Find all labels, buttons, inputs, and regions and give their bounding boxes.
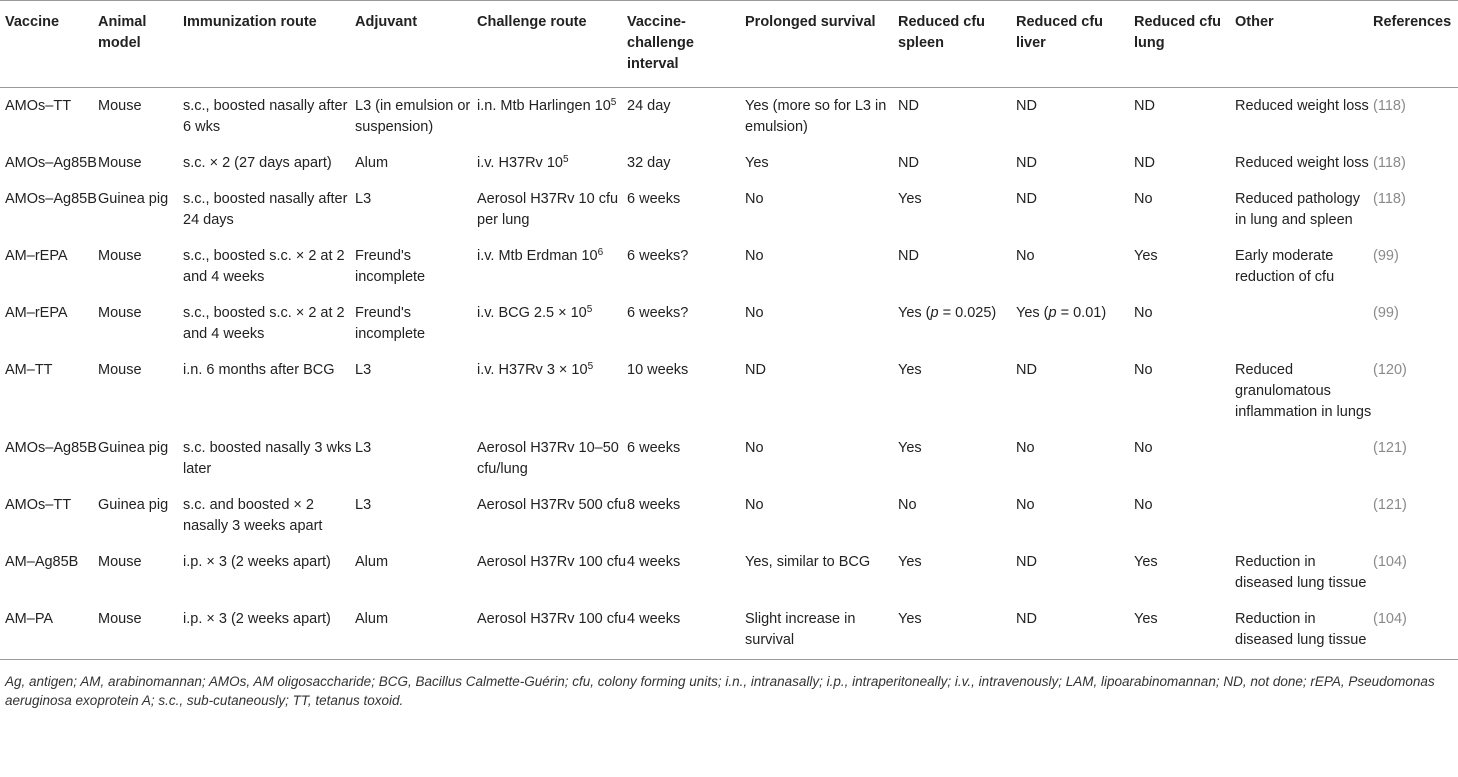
header-prolonged-survival: Prolonged survival bbox=[745, 1, 898, 88]
cell-liver: ND bbox=[1016, 98, 1037, 114]
cell-survival: No bbox=[745, 440, 764, 456]
reference-link[interactable]: (118) bbox=[1373, 98, 1406, 114]
header-reduced-cfu-lung: Reduced cfu lung bbox=[1134, 1, 1235, 88]
header-immunization-route: Immunization route bbox=[183, 1, 355, 88]
cell-interval: 6 weeks bbox=[627, 440, 681, 456]
cell-other: Reduced granulomatous inflammation in lungs bbox=[1235, 362, 1372, 420]
cell-lung: No bbox=[1134, 497, 1153, 513]
cell-adjuvant: L3 bbox=[355, 497, 372, 513]
challenge-exponent: 5 bbox=[610, 97, 617, 108]
table-row bbox=[0, 430, 1458, 487]
cell-interval: 4 weeks bbox=[627, 601, 745, 660]
cell-challenge: Aerosol H37Rv 100 cfu bbox=[477, 601, 627, 660]
challenge-exponent: 5 bbox=[587, 361, 594, 372]
cell-animal: Guinea pig bbox=[98, 497, 169, 513]
cell-spleen: Yes bbox=[898, 191, 922, 207]
cell-interval: 24 day bbox=[627, 98, 671, 114]
cell-adjuvant: Alum bbox=[355, 601, 477, 660]
reference-link[interactable]: (121) bbox=[1373, 440, 1407, 456]
cell-other: Reduction in diseased lung tissue bbox=[1235, 554, 1367, 591]
cell-other: Reduced pathology in lung and spleen bbox=[1235, 191, 1360, 228]
cell-survival: Yes, similar to BCG bbox=[745, 554, 871, 570]
cell-immunization: s.c., boosted nasally after 6 wks bbox=[183, 98, 348, 135]
cell-lung: ND bbox=[1134, 155, 1155, 171]
cell-challenge: Aerosol H37Rv 100 cfu bbox=[477, 554, 627, 570]
cell-vaccine: AM–rEPA bbox=[5, 305, 68, 321]
cell-other bbox=[1235, 295, 1373, 352]
header-vaccine: Vaccine bbox=[0, 1, 98, 88]
cell-survival: Slight increase in survival bbox=[745, 601, 898, 660]
cell-animal: Mouse bbox=[98, 601, 183, 660]
cell-lung: No bbox=[1134, 305, 1153, 321]
cell-animal: Mouse bbox=[98, 554, 142, 570]
cell-survival: No bbox=[745, 305, 764, 321]
spleen-p-value: = 0.025) bbox=[938, 305, 997, 321]
cell-vaccine: AM–TT bbox=[5, 362, 53, 378]
cell-adjuvant: L3 bbox=[355, 191, 372, 207]
reference-link[interactable]: (104) bbox=[1373, 601, 1458, 660]
cell-liver: No bbox=[1016, 248, 1035, 264]
liver-p-symbol: p bbox=[1048, 305, 1057, 321]
cell-animal: Mouse bbox=[98, 362, 142, 378]
cell-spleen: ND bbox=[898, 155, 919, 171]
cell-interval: 6 weeks? bbox=[627, 248, 689, 264]
cell-challenge: Aerosol H37Rv 10–50 cfu/lung bbox=[477, 440, 619, 477]
cell-other: Reduction in diseased lung tissue bbox=[1235, 601, 1373, 660]
table-row bbox=[0, 295, 1458, 352]
table-footnote: Ag, antigen; AM, arabinomannan; AMOs, AM oligosaccharide; BCG, Bacillus Calmette-Guérin; cfu, colony forming units; i.n., intranasally; i.p., intraperitoneally; i.v., intravenously; LAM, lipoarabinomannan; ND, not done; rEPA, Pseudomonas aeruginosa exoprotein A; s.c., sub-cutaneously; TT, tetanus toxoid. bbox=[5, 674, 1435, 708]
reference-link[interactable]: (120) bbox=[1373, 362, 1407, 378]
cell-challenge bbox=[477, 238, 627, 295]
cell-other bbox=[1235, 430, 1373, 487]
cell-spleen: Yes bbox=[898, 554, 922, 570]
table-row bbox=[0, 238, 1458, 295]
cell-other: Reduced weight loss bbox=[1235, 98, 1369, 114]
header-reduced-cfu-spleen: Reduced cfu spleen bbox=[898, 1, 1016, 88]
cell-adjuvant: L3 bbox=[355, 362, 372, 378]
cell-spleen: No bbox=[898, 497, 917, 513]
cell-immunization: s.c. boosted nasally 3 wks later bbox=[183, 440, 352, 477]
header-references: References bbox=[1373, 1, 1458, 88]
cell-lung: No bbox=[1134, 362, 1153, 378]
cell-challenge bbox=[477, 88, 627, 146]
cell-immunization: s.c., boosted s.c. × 2 at 2 and 4 weeks bbox=[183, 305, 345, 342]
table-row bbox=[0, 487, 1458, 544]
cell-lung: No bbox=[1134, 440, 1153, 456]
table-row bbox=[0, 544, 1458, 601]
cell-adjuvant: Freund's incomplete bbox=[355, 248, 426, 285]
cell-adjuvant: L3 (in emulsion or suspension) bbox=[355, 98, 471, 135]
cell-animal: Mouse bbox=[98, 248, 142, 264]
header-reduced-cfu-liver: Reduced cfu liver bbox=[1016, 1, 1134, 88]
cell-spleen bbox=[898, 295, 1016, 352]
cell-liver bbox=[1016, 295, 1134, 352]
cell-challenge: Aerosol H37Rv 500 cfu bbox=[477, 497, 627, 513]
cell-animal: Guinea pig bbox=[98, 440, 169, 456]
cell-spleen: ND bbox=[898, 98, 919, 114]
cell-immunization: s.c., boosted s.c. × 2 at 2 and 4 weeks bbox=[183, 248, 345, 285]
table-row bbox=[0, 181, 1458, 238]
cell-liver: ND bbox=[1016, 362, 1037, 378]
table-row bbox=[0, 352, 1458, 430]
cell-liver: ND bbox=[1016, 155, 1037, 171]
spleen-prefix: Yes ( bbox=[898, 305, 931, 321]
cell-spleen: ND bbox=[898, 248, 919, 264]
cell-challenge bbox=[477, 145, 627, 181]
header-other: Other bbox=[1235, 1, 1373, 88]
challenge-exponent: 5 bbox=[562, 154, 569, 165]
table-row bbox=[0, 601, 1458, 660]
reference-link[interactable]: (99) bbox=[1373, 248, 1399, 264]
reference-link[interactable]: (99) bbox=[1373, 305, 1399, 321]
cell-survival: Yes bbox=[745, 155, 769, 171]
header-adjuvant: Adjuvant bbox=[355, 1, 477, 88]
reference-link[interactable]: (104) bbox=[1373, 554, 1407, 570]
cell-adjuvant: L3 bbox=[355, 440, 372, 456]
challenge-text: i.v. Mtb Erdman 10 bbox=[477, 248, 598, 264]
cell-immunization: s.c. and boosted × 2 nasally 3 weeks apart bbox=[183, 497, 323, 534]
header-vaccine-challenge-interval: Vaccine-challenge interval bbox=[627, 1, 745, 88]
challenge-text: i.n. Mtb Harlingen 10 bbox=[477, 98, 611, 114]
spleen-p-symbol: p bbox=[930, 305, 939, 321]
cell-immunization: i.p. × 3 (2 weeks apart) bbox=[183, 601, 355, 660]
challenge-text: i.v. BCG 2.5 × 10 bbox=[477, 305, 587, 321]
cell-vaccine: AMOs–Ag85B bbox=[5, 440, 97, 456]
cell-spleen: Yes bbox=[898, 601, 1016, 660]
cell-animal: Mouse bbox=[98, 155, 142, 171]
cell-liver: ND bbox=[1016, 554, 1037, 570]
challenge-exponent: 6 bbox=[597, 247, 604, 258]
cell-immunization: s.c. × 2 (27 days apart) bbox=[183, 155, 332, 171]
cell-other: Reduced weight loss bbox=[1235, 155, 1369, 171]
cell-vaccine: AMOs–Ag85B bbox=[5, 191, 97, 207]
cell-lung: ND bbox=[1134, 98, 1155, 114]
header-challenge-route: Challenge route bbox=[477, 1, 627, 88]
cell-interval: 32 day bbox=[627, 155, 671, 171]
cell-vaccine: AM–Ag85B bbox=[5, 554, 79, 570]
cell-liver: ND bbox=[1016, 191, 1037, 207]
table-row bbox=[0, 88, 1458, 146]
cell-vaccine: AMOs–Ag85B bbox=[5, 155, 97, 171]
cell-challenge: Aerosol H37Rv 10 cfu per lung bbox=[477, 191, 619, 228]
cell-adjuvant: Freund's incomplete bbox=[355, 305, 426, 342]
cell-immunization: i.n. 6 months after BCG bbox=[183, 362, 335, 378]
liver-prefix: Yes ( bbox=[1016, 305, 1049, 321]
challenge-text: i.v. H37Rv 10 bbox=[477, 155, 563, 171]
cell-liver: No bbox=[1016, 497, 1035, 513]
cell-immunization: i.p. × 3 (2 weeks apart) bbox=[183, 554, 331, 570]
cell-spleen: Yes bbox=[898, 362, 922, 378]
challenge-text: i.v. H37Rv 3 × 10 bbox=[477, 362, 588, 378]
cell-lung: Yes bbox=[1134, 554, 1158, 570]
cell-survival: No bbox=[745, 248, 764, 264]
liver-p-value: = 0.01) bbox=[1056, 305, 1107, 321]
table-row bbox=[0, 145, 1458, 181]
header-animal-model: Animal model bbox=[98, 1, 183, 88]
cell-challenge bbox=[477, 352, 627, 430]
cell-adjuvant: Alum bbox=[355, 155, 389, 171]
cell-animal: Mouse bbox=[98, 305, 142, 321]
cell-vaccine: AMOs–TT bbox=[5, 98, 72, 114]
cell-challenge bbox=[477, 295, 627, 352]
cell-survival: No bbox=[745, 191, 764, 207]
cell-lung: No bbox=[1134, 191, 1153, 207]
header-row bbox=[0, 1, 1458, 88]
cell-interval: 10 weeks bbox=[627, 362, 689, 378]
cell-interval: 8 weeks bbox=[627, 497, 681, 513]
cell-interval: 6 weeks bbox=[627, 191, 681, 207]
cell-other: Early moderate reduction of cfu bbox=[1235, 248, 1335, 285]
cell-vaccine: AM–rEPA bbox=[5, 248, 68, 264]
cell-liver: No bbox=[1016, 440, 1035, 456]
cell-survival: Yes (more so for L3 in emulsion) bbox=[745, 98, 887, 135]
cell-interval: 4 weeks bbox=[627, 554, 681, 570]
cell-survival: ND bbox=[745, 362, 766, 378]
cell-other bbox=[1235, 487, 1373, 544]
cell-spleen: Yes bbox=[898, 440, 922, 456]
reference-link[interactable]: (118) bbox=[1373, 191, 1406, 207]
cell-interval: 6 weeks? bbox=[627, 305, 689, 321]
cell-animal: Guinea pig bbox=[98, 191, 169, 207]
cell-immunization: s.c., boosted nasally after 24 days bbox=[183, 191, 348, 228]
cell-vaccine: AMOs–TT bbox=[5, 497, 72, 513]
challenge-exponent: 5 bbox=[586, 304, 593, 315]
cell-survival: No bbox=[745, 497, 764, 513]
reference-link[interactable]: (121) bbox=[1373, 497, 1407, 513]
cell-vaccine: AM–PA bbox=[0, 601, 98, 660]
cell-adjuvant: Alum bbox=[355, 554, 389, 570]
cell-animal: Mouse bbox=[98, 98, 142, 114]
reference-link[interactable]: (118) bbox=[1373, 155, 1406, 171]
cell-lung: Yes bbox=[1134, 248, 1158, 264]
cell-lung: Yes bbox=[1134, 601, 1235, 660]
cell-liver: ND bbox=[1016, 601, 1134, 660]
